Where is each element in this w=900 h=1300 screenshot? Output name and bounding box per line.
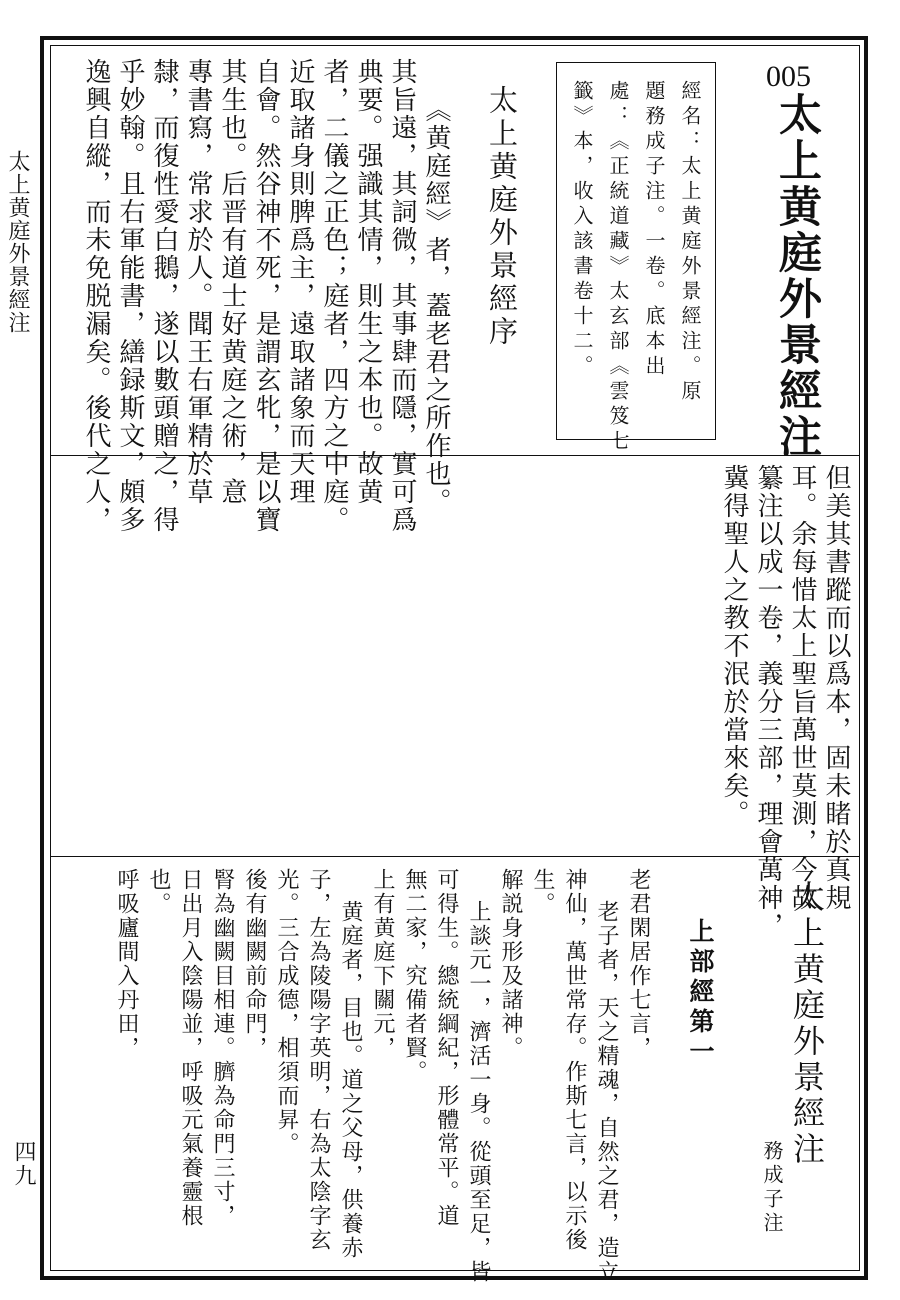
preface-line: 自會。然谷神不死，是謂玄牝，是以寶: [251, 58, 281, 534]
preface-line: 乎妙翰。且右軍能書，繕録斯文，頗多: [115, 58, 145, 534]
scripture-line: 子，左為陵陽字英明，右為太陰字玄: [306, 868, 331, 1252]
preface-line: 近取諸身則脾爲主，遠取諸象而天理: [285, 58, 315, 506]
scripture-line: 光。三合成德，相須而昇。: [274, 868, 299, 1156]
section-divider-bottom: [51, 856, 859, 857]
info-line: 處：《正統道藏》太玄部《雲笈七: [606, 80, 630, 455]
page-number: 四九: [11, 1140, 36, 1188]
scripture-line: 後有幽闕前命門，: [242, 868, 267, 1060]
scripture-title: 太上黄庭外景經注: [788, 880, 826, 1168]
preface-line: 其生也。后晋有道士好黄庭之術，意: [217, 58, 247, 506]
preface-continuation-line: 冀得聖人之教不泯於當來矣。: [719, 464, 749, 828]
scripture-line: 解説身形及諸神。: [498, 868, 523, 1060]
scripture-line: 上談元一，濟活一身。從頭至足，皆: [466, 900, 491, 1284]
preface-line: 專書寫，常求於人。聞王右軍精於草: [183, 58, 213, 506]
scripture-line: 無二家，究備者賢。: [402, 868, 427, 1084]
info-line: 題務成子注。一卷。底本出: [642, 80, 666, 380]
scripture-line: 老子者，天之精魂，自然之君，造立: [594, 900, 619, 1284]
preface-line: 典要。强識其情，則生之本也。故黄: [353, 58, 383, 506]
preface-continuation-line: 耳。余每惜太上聖旨萬世莫測，今故: [787, 464, 817, 912]
preface-line: 隸，而復性愛白鵝，遂以數頭贈之，得: [149, 58, 179, 534]
scripture-line: 日出月入陰陽並，呼吸元氣養靈根: [178, 868, 203, 1228]
scripture-line: 黄庭者，目也。道之父母，供養赤: [338, 900, 363, 1260]
scripture-line: 神仙，萬世常存。作斯七言，以示後: [562, 868, 587, 1252]
author-credit: 務成子注: [760, 1140, 784, 1236]
info-line: 籤》本，收入該書卷十二。: [570, 80, 594, 380]
scripture-line: 上有黄庭下關元，: [370, 868, 395, 1060]
preface-line: 《黄庭經》者，蓋老君之所作也。: [421, 96, 451, 516]
scripture-line: 也。: [146, 868, 171, 916]
main-title: 太上黄庭外景經注: [772, 92, 822, 460]
margin-running-title: 太上黄庭外景經注: [5, 150, 30, 334]
preface-title: 太上黄庭外景經序: [485, 85, 519, 349]
scripture-line: 可得生。總統綱紀，形體常平。道: [434, 868, 459, 1228]
preface-line: 逸興自縱，而未免脱漏矣。後代之人，: [81, 58, 111, 534]
scripture-line: 呼吸廬間入丹田，: [114, 868, 139, 1060]
scripture-line: 老君閑居作七言，: [626, 868, 651, 1060]
chapter-heading: 上部經第一: [686, 918, 715, 1068]
preface-line: 其旨遠，其詞微，其事肆而隱，實可爲: [387, 58, 417, 534]
preface-continuation-line: 纂注以成一卷，義分三部，理會萬神，: [753, 464, 783, 940]
scripture-line: 腎為幽闕目相連。臍為命門三寸，: [210, 868, 235, 1228]
scripture-line: 生。: [530, 868, 555, 916]
preface-continuation-line: 但美其書蹤而以爲本，固未睹於真規: [821, 464, 851, 912]
text-number: 005: [766, 60, 811, 93]
preface-line: 者，二儀之正色；庭者，四方之中庭。: [319, 58, 349, 534]
info-line: 經名：太上黄庭外景經注。原: [678, 80, 702, 405]
